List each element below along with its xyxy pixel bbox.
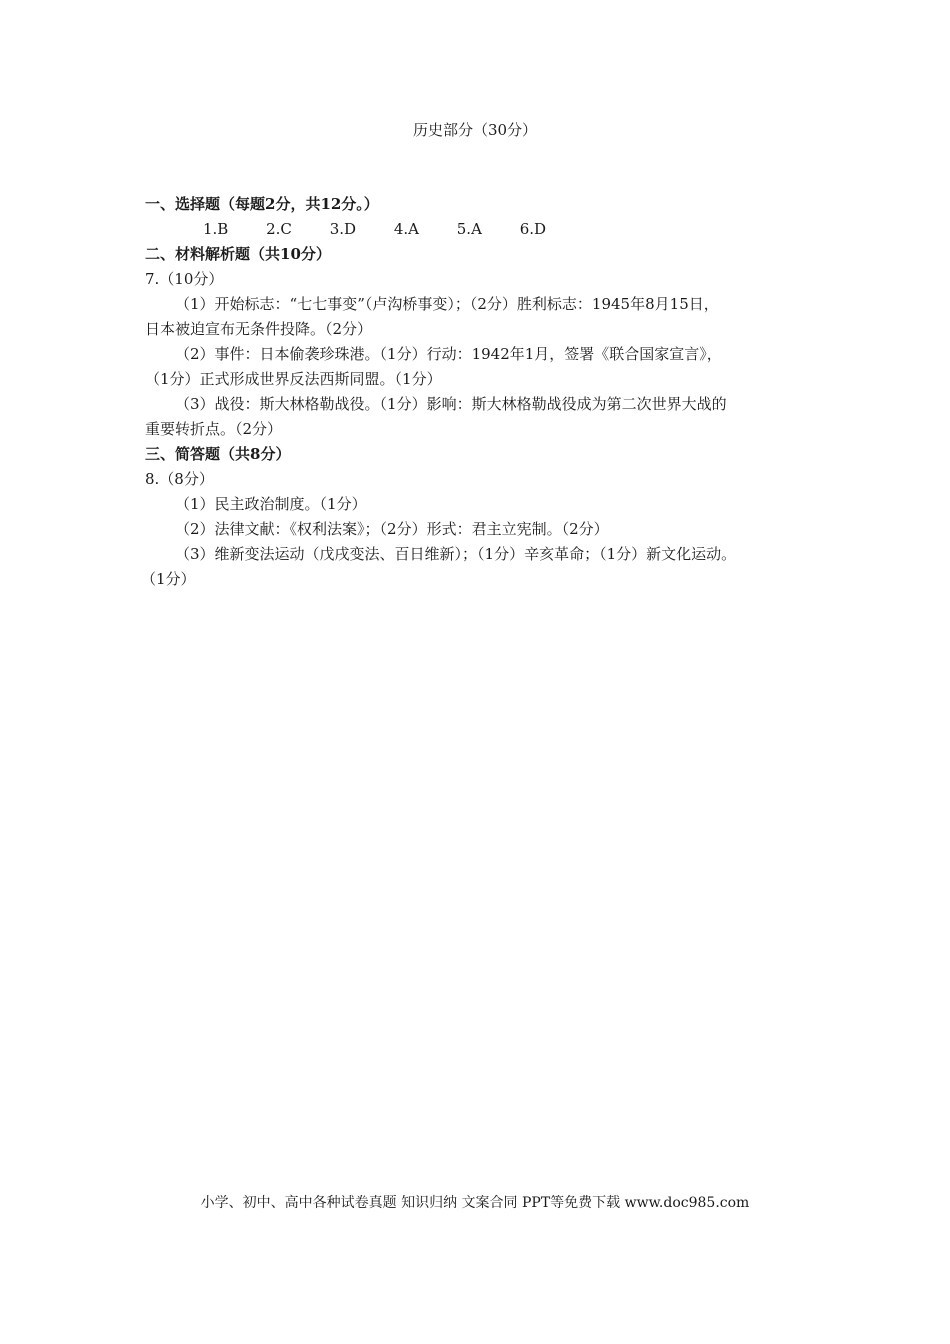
- answer-line: （3）维新变法运动（戊戌变法、百日维新）；（1分）辛亥革命；（1分）新文化运动。: [175, 545, 737, 563]
- answer-line: （1）民主政治制度。（1分）: [175, 495, 367, 513]
- footer-text: 小学、初中、高中各种试卷真题 知识归纳 文案合同 PPT等免费下载 www.doc985.com: [200, 1195, 750, 1211]
- answer-line: （2）法律文献：《权利法案》；（2分）形式：君主立宪制。（2分）: [175, 520, 609, 538]
- answer-content: [141, 192, 825, 592]
- question-number: 7.（10分）: [145, 270, 224, 288]
- answer-line: 重要转折点。（2分）: [145, 420, 283, 438]
- choice-answer: 4.A: [393, 220, 419, 238]
- choice-answer: 5.A: [456, 220, 482, 238]
- choice-answer: 6.D: [519, 220, 547, 238]
- choice-answer: 3.D: [329, 220, 357, 238]
- answer-line: （3）战役：斯大林格勒战役。（1分）影响：斯大林格勒战役成为第二次世界大战的: [175, 395, 727, 413]
- answer-line: （2）事件：日本偷袭珍珠港。（1分）行动：1942年1月，签署《联合国家宣言》，: [175, 345, 722, 363]
- choice-answer: 1.B: [203, 220, 229, 238]
- answer-line: （1分）正式形成世界反法西斯同盟。（1分）: [145, 370, 442, 388]
- section-heading-material: 二、材料解析题（共10分）: [145, 245, 331, 263]
- choice-answer: 2.C: [266, 220, 292, 238]
- answer-line: （1）开始标志：“七七事变”（卢沟桥事变）；（2分）胜利标志：1945年8月15日，: [175, 295, 719, 313]
- section-heading-choice: 一、选择题（每题2分，共12分。）: [145, 195, 379, 213]
- question-number: 8.（8分）: [145, 470, 214, 488]
- answer-line: 日本被迫宣布无条件投降。（2分）: [145, 320, 373, 338]
- page-title: 历史部分（30分）: [412, 121, 538, 139]
- section-heading-short: 三、简答题（共8分）: [145, 445, 291, 463]
- choice-answers: [145, 217, 825, 242]
- answer-line: （1分）: [141, 570, 196, 588]
